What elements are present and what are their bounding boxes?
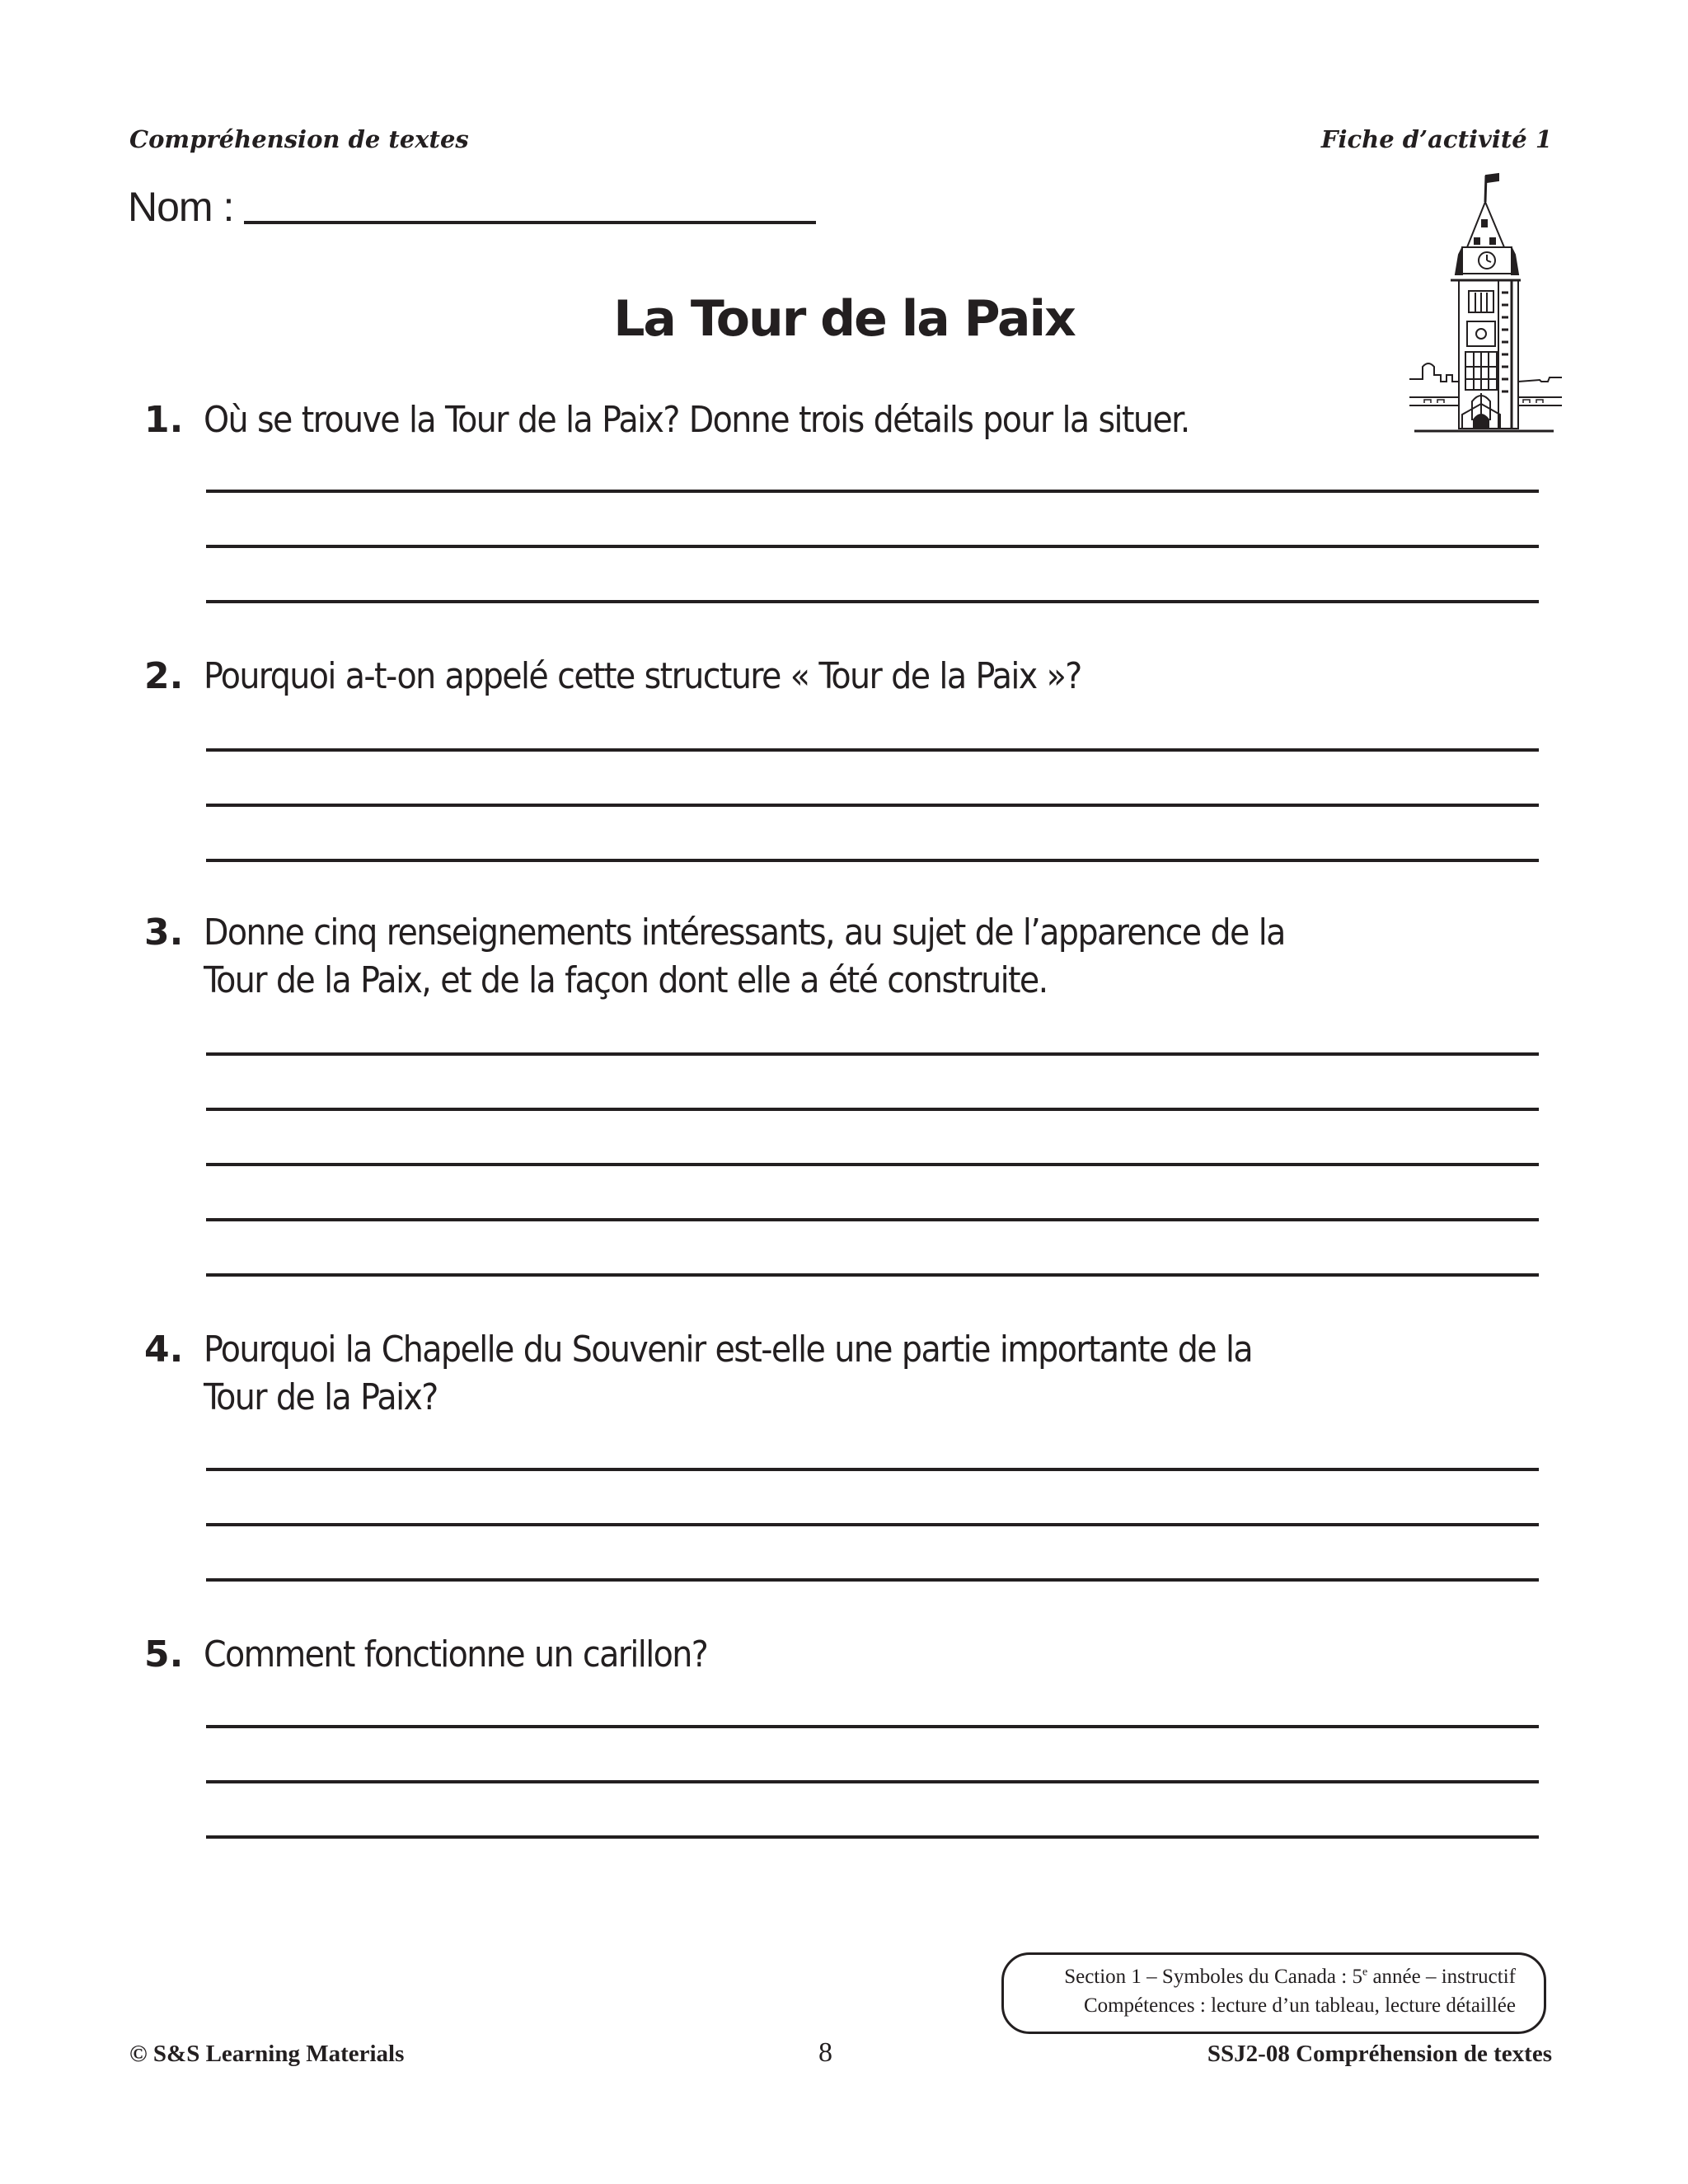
info-grade-superscript: e — [1362, 1966, 1368, 1979]
question-text-line-2: Tour de la Paix? — [204, 1376, 438, 1418]
answer-line-q3-2[interactable] — [206, 1108, 1539, 1111]
answer-line-q1-1[interactable] — [206, 490, 1539, 493]
answer-line-q2-2[interactable] — [206, 804, 1539, 807]
question-text: Où se trouve la Tour de la Paix? Donne trois détails pour la situer. — [204, 399, 1189, 441]
info-type-text: année – instructif — [1367, 1966, 1516, 1988]
answer-line-q4-3[interactable] — [206, 1578, 1539, 1582]
footer-copyright: © S&S Learning Materials — [129, 2041, 405, 2067]
question-number: 4. — [144, 1329, 184, 1371]
header-section-title: Compréhension de textes — [129, 125, 469, 153]
question-text: Comment fonctionne un carillon? — [204, 1633, 708, 1675]
answer-line-q5-3[interactable] — [206, 1835, 1539, 1839]
page-number: 8 — [818, 2037, 832, 2068]
info-box-skills-line: Compétences : lecture d’un tableau, lecture détaillée — [1083, 1994, 1516, 2017]
question-number: 2. — [144, 655, 184, 697]
answer-line-q2-1[interactable] — [206, 748, 1539, 752]
answer-line-q3-3[interactable] — [206, 1163, 1539, 1166]
answer-line-q3-1[interactable] — [206, 1052, 1539, 1056]
answer-line-q3-5[interactable] — [206, 1273, 1539, 1277]
header-activity-label: Fiche d’activité 1 — [1320, 125, 1552, 153]
answer-line-q4-2[interactable] — [206, 1523, 1539, 1526]
answer-line-q5-2[interactable] — [206, 1780, 1539, 1783]
name-label: Nom : — [128, 184, 234, 230]
name-input-line[interactable] — [244, 221, 816, 224]
question-text: Pourquoi a-t-on appelé cette structure « Tour de la Paix »? — [204, 655, 1081, 697]
info-box-section-line — [1064, 1966, 1516, 1989]
info-section-text: Section 1 – Symboles du Canada : 5 — [1064, 1966, 1362, 1988]
page-title-text: La Tour de la Paix — [613, 290, 1075, 348]
answer-line-q4-1[interactable] — [206, 1468, 1539, 1471]
answer-line-q5-1[interactable] — [206, 1725, 1539, 1728]
answer-line-q1-3[interactable] — [206, 600, 1539, 603]
question-number: 1. — [144, 399, 184, 441]
question-number: 5. — [144, 1633, 184, 1675]
footer-book-code: SSJ2-08 Compréhension de textes — [1207, 2041, 1552, 2067]
curriculum-info-box — [1001, 1952, 1546, 2034]
answer-line-q2-3[interactable] — [206, 859, 1539, 862]
question-text-line-1: Donne cinq renseignements intéressants, au sujet de l’apparence de la — [204, 912, 1285, 954]
peace-tower-icon — [1401, 169, 1562, 437]
answer-line-q3-4[interactable] — [206, 1218, 1539, 1221]
answer-line-q1-2[interactable] — [206, 545, 1539, 548]
question-text-line-1: Pourquoi la Chapelle du Souvenir est-elle une partie importante de la — [204, 1329, 1253, 1371]
question-number: 3. — [144, 912, 184, 954]
question-text-line-2: Tour de la Paix, et de la façon dont elle a été construite. — [204, 959, 1048, 1001]
